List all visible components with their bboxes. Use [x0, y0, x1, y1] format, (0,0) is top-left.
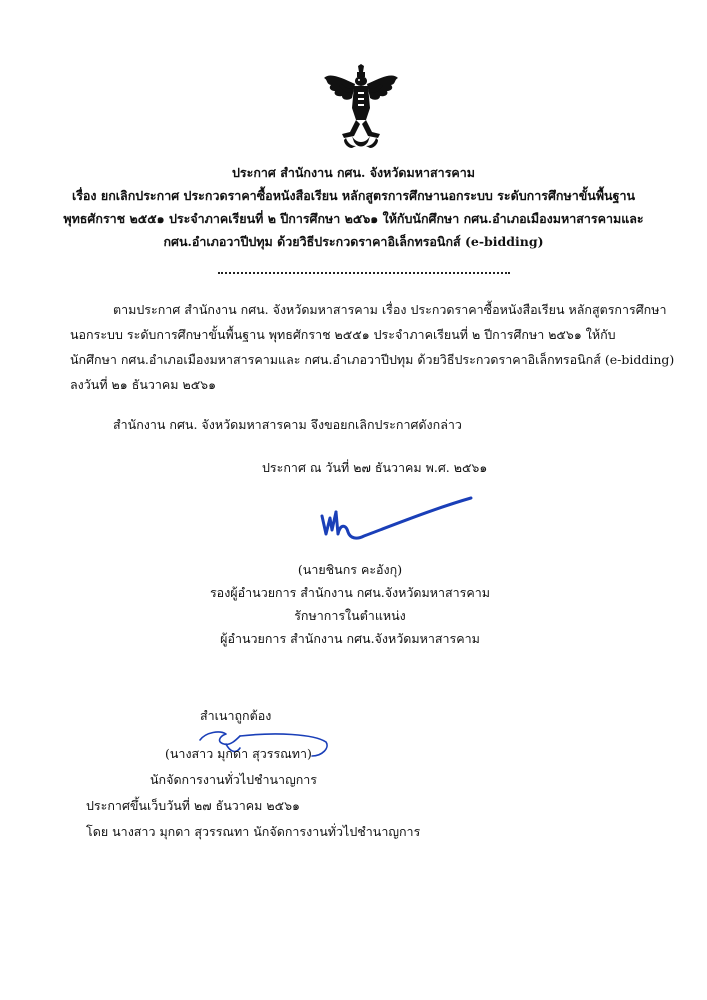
paragraph-2: สำนักงาน กศน. จังหวัดมหาสารคาม จึงขอยกเลิกประกาศดังกล่าว: [113, 417, 462, 432]
signatory-name: (นายชินกร คะอังกุ): [297, 562, 403, 577]
posted-by: โดย นางสาว มุกดา สุวรรณทา นักจัดการงานทั่วไปชำนาญการ: [86, 824, 421, 839]
garuda-emblem: [322, 64, 400, 148]
subject-line-2: พุทธศักราช ๒๕๕๑ ประจำภาคเรียนที่ ๒ ปีการศึกษา ๒๕๖๑ ให้กับนักศึกษา กศน.อำเภอเมืองมหาสารคามและ: [63, 211, 644, 226]
subject-line-3: กศน.อำเภอวาปีปทุม ด้วยวิธีประกวดราคาอิเล็กทรอนิกส์ (e-bidding): [163, 234, 544, 249]
announcement-heading: ประกาศ สำนักงาน กศน. จังหวัดมหาสารคาม: [231, 165, 476, 180]
web-posted-date: ประกาศขึ้นเว็บวันที่ ๒๗ ธันวาคม ๒๕๖๑: [86, 798, 300, 813]
director-signature: [316, 494, 476, 550]
paragraph-1-line-2: นอกระบบ ระดับการศึกษาขั้นพื้นฐาน พุทธศักราช ๒๕๕๑ ประจำภาคเรียนที่ ๒ ปีการศึกษา ๒๕๖๑ ให้กับ: [70, 327, 616, 342]
subject-line-1: เรื่อง ยกเลิกประกาศ ประกวดราคาซื้อหนังสือเรียน หลักสูตรการศึกษานอกระบบ ระดับการศึกษาขั้นพื้นฐาน: [71, 188, 636, 203]
announcement-date: ประกาศ ณ วันที่ ๒๗ ธันวาคม พ.ศ. ๒๕๖๑: [262, 460, 488, 475]
dotted-separator: [218, 270, 510, 274]
signatory-title-2: รักษาการในตำแหน่ง: [294, 608, 406, 623]
copy-certifier-name: (นางสาว มุกดา สุวรรณทา): [165, 746, 312, 761]
paragraph-1-line-4: ลงวันที่ ๒๑ ธันวาคม ๒๕๖๑: [70, 377, 217, 392]
copy-certifier-position: นักจัดการงานทั่วไปชำนาญการ: [150, 772, 318, 787]
paragraph-1-line-1: ตามประกาศ สำนักงาน กศน. จังหวัดมหาสารคาม เรื่อง ประกวดราคาซื้อหนังสือเรียน หลักสูตรการศึกษา: [113, 302, 667, 317]
signatory-title-3: ผู้อำนวยการ สำนักงาน กศน.จังหวัดมหาสารคาม: [220, 631, 480, 646]
signatory-title-1: รองผู้อำนวยการ สำนักงาน กศน.จังหวัดมหาสารคาม: [209, 585, 491, 600]
paragraph-1-line-3: นักศึกษา กศน.อำเภอเมืองมหาสารคามและ กศน.อำเภอวาปีปทุม ด้วยวิธีประกวดราคาอิเล็กทรอนิกส์ (e-bidding): [70, 352, 675, 367]
copy-certified-label: สำเนาถูกต้อง: [200, 708, 272, 723]
